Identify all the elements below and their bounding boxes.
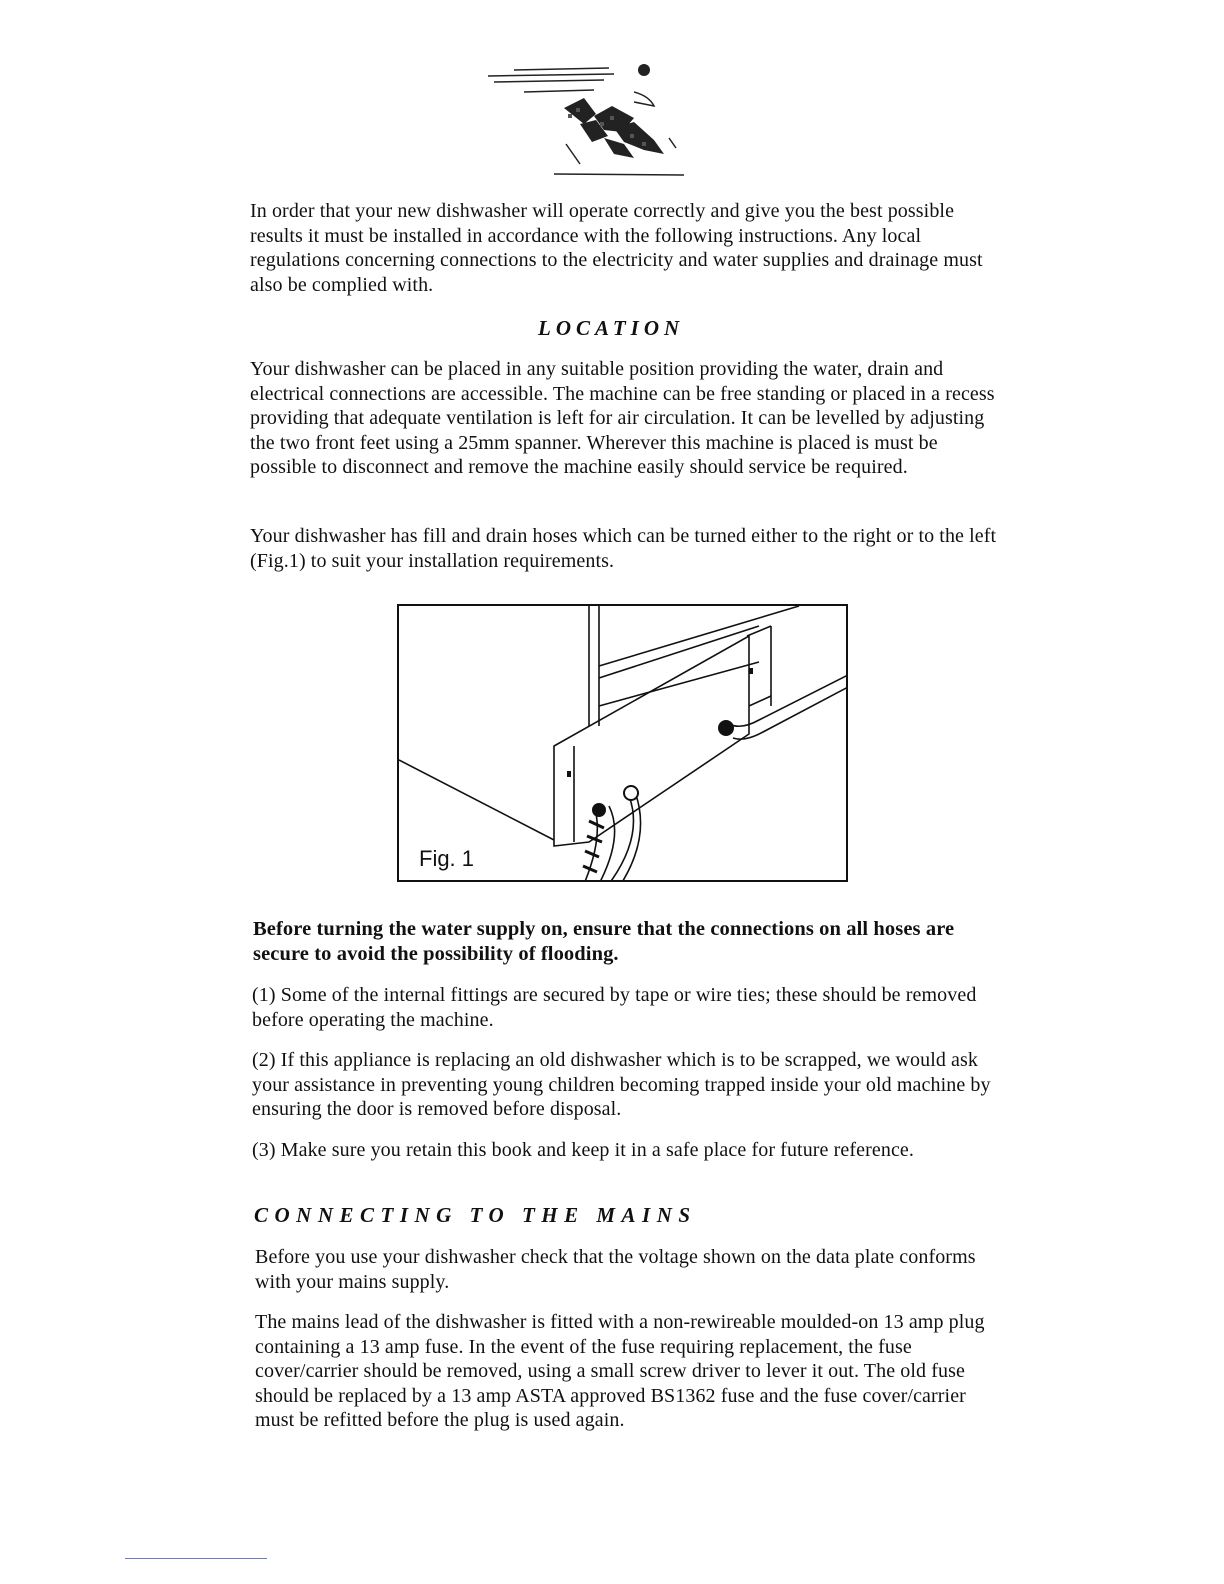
location-paragraph: Your dishwasher can be placed in any suitable position providing the water, drain and electrical connections are accessible. The machine can be free standing or placed in a recess providing that adequate ventilation is left for air circulation. It can be levelled by adjusting the two front feet using a 25mm spanner. Wherever this machine is placed is must be possible to disconnect and remove the machine easily should service be required.	[250, 358, 995, 478]
note-3: (3) Make sure you retain this book and keep it in a safe place for future reference.	[252, 1139, 915, 1161]
mains-paragraph-1: Before you use your dishwasher check that the voltage shown on the data plate conforms with your mains supply.	[255, 1246, 976, 1293]
hoses-paragraph: Your dishwasher has fill and drain hoses which can be turned either to the right or to the left (Fig.1) to suit your installation requirements.	[250, 525, 997, 572]
note-1: (1) Some of the internal fittings are secured by tape or wire ties; these should be removed before operating the machine.	[252, 984, 977, 1031]
intro-paragraph: In order that your new dishwasher will operate correctly and give you the best possible results it must be installed in accordance with the following instructions. Any local regulations concerning connections to the electricity and water supplies and drainage must also be complied with.	[250, 200, 983, 296]
figure-label: Fig. 1	[419, 846, 475, 871]
running-man-logo-icon	[484, 58, 694, 186]
note-2: (2) If this appliance is replacing an old dishwasher which is to be scrapped, we would ask your assistance in preventing young children becoming trapped inside your old machine by ensuring the door is removed before disposal.	[252, 1049, 991, 1120]
figure-1	[397, 604, 848, 882]
mains-paragraph-2: The mains lead of the dishwasher is fitted with a non-rewireable moulded-on 13 amp plug containing a 13 amp fuse. In the event of the fuse requiring replacement, the fuse cover/carrier should be removed, using a small screw driver to lever it out. The old fuse should be replaced by a 13 amp ASTA approved BS1362 fuse and the fuse cover/carrier must be refitted before the plug is used again.	[255, 1311, 985, 1431]
dishwasher-hose-diagram	[399, 606, 848, 882]
mains-heading: CONNECTING TO THE MAINS	[254, 1203, 697, 1227]
page-footer-line	[125, 1558, 267, 1559]
location-heading: LOCATION	[538, 316, 685, 340]
flooding-warning: Before turning the water supply on, ensure that the connections on all hoses are secure to avoid the possibility of flooding.	[253, 918, 955, 965]
